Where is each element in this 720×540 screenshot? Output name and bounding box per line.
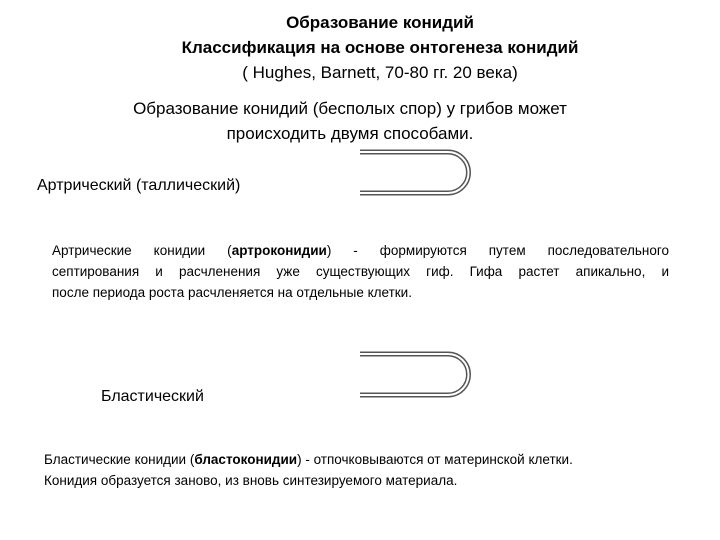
citation: ( Hughes, Barnett, 70-80 гг. 20 века) [242, 63, 518, 82]
blastic-para-line-2: Конидия образуется заново, из вновь синтезируемого материала. [44, 473, 458, 488]
arthric-term: артроконидии [231, 243, 327, 258]
hypha-bracket-icon [356, 350, 481, 400]
blastic-term: бластоконидии [194, 452, 298, 467]
blastic-label: Бластический [101, 388, 204, 405]
blastic-para-text-pre: Бластические конидии ( [44, 452, 195, 467]
arthric-para-line-2: септирования и расчленения уже существующих гиф. Гифа растет апикально, и [52, 264, 669, 279]
intro-text [60, 96, 640, 146]
intro-line-2: происходить двумя способами. [226, 124, 474, 143]
blastic-para-text-post: ) - отпочковываются от материнской клетки. [297, 452, 573, 467]
page-title: Образование конидий [286, 13, 474, 32]
arthric-label: Артрический (таллический) [37, 177, 241, 194]
hypha-bracket-icon [356, 148, 481, 198]
blastic-para-line-1 [44, 449, 684, 470]
arthric-description [52, 240, 669, 303]
title-block [0, 10, 720, 85]
arthric-para-text-post: ) - формируются путем последовательного [326, 243, 669, 258]
intro-line-1: Образование конидий (бесполых спор) у грибов может [133, 99, 567, 118]
arthric-para-line-1 [52, 240, 669, 261]
blastic-description [44, 449, 684, 491]
arthric-para-text-pre: Артрические конидии ( [52, 243, 232, 258]
page-subtitle: Классификация на основе онтогенеза конидий [181, 38, 579, 57]
arthric-para-line-3: после периода роста расчленяется на отдельные клетки. [52, 285, 412, 300]
